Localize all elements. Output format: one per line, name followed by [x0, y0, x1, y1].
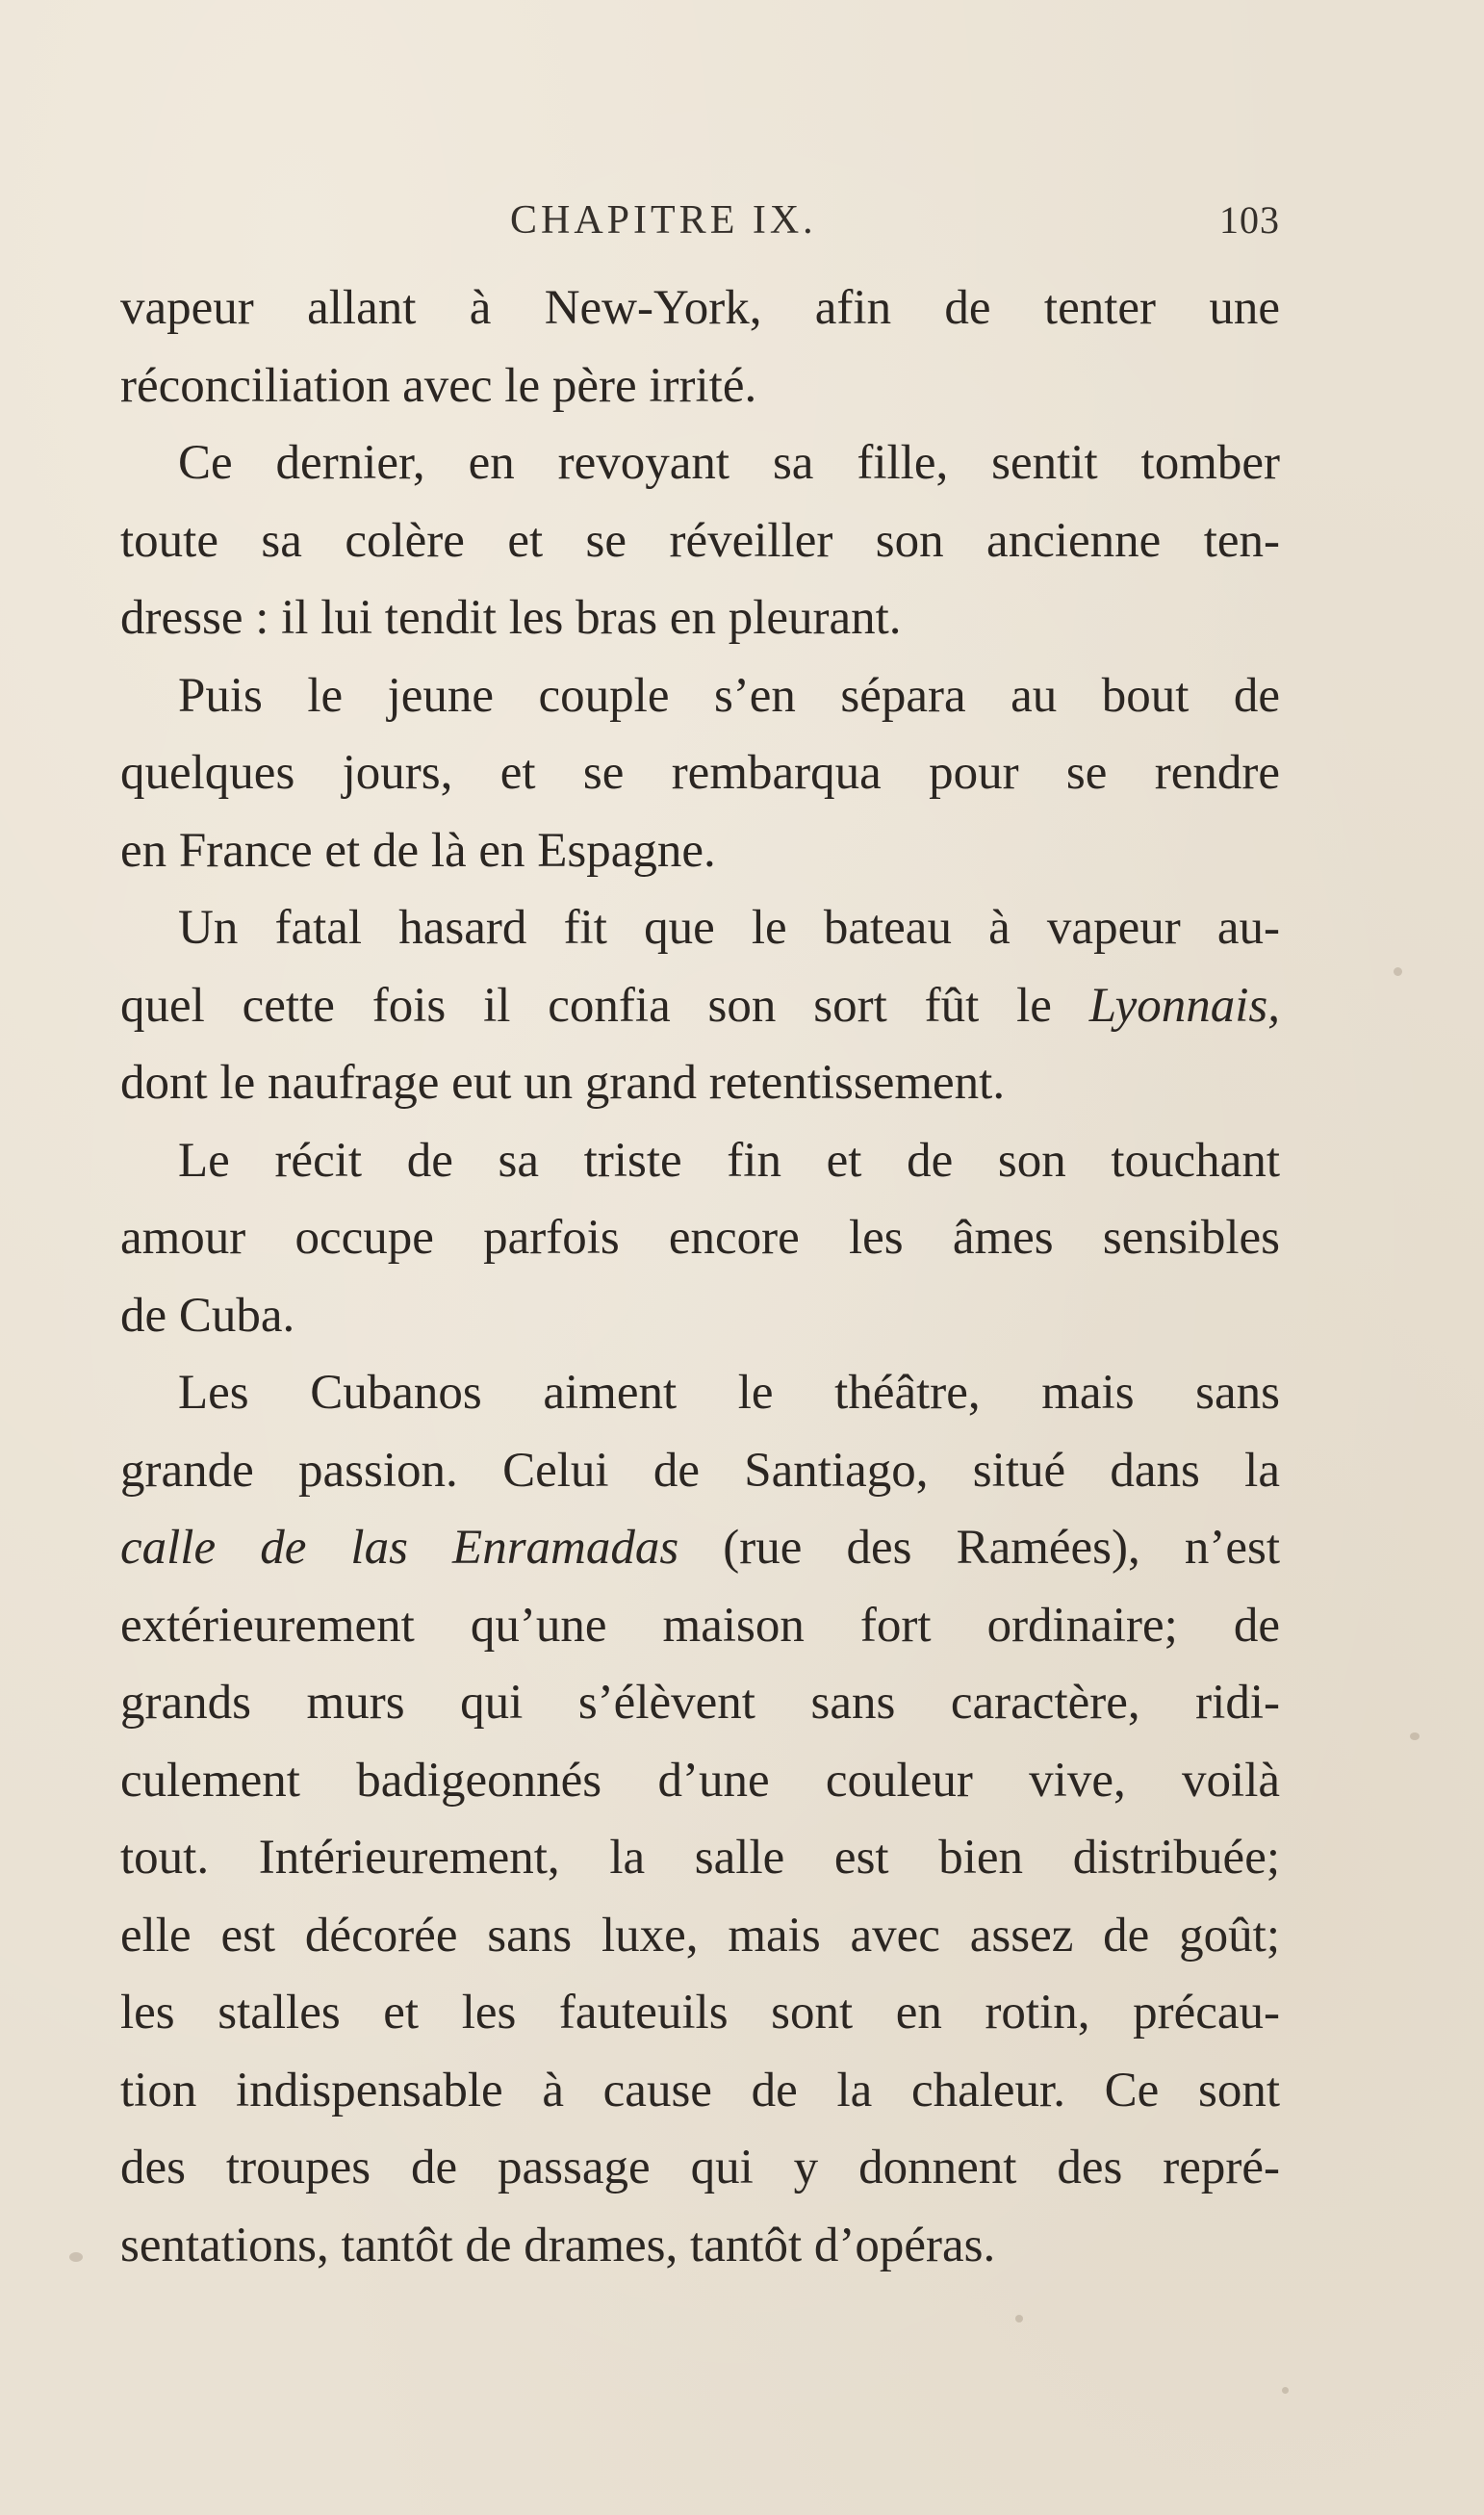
text-line: tout. Intérieurement, la salle est bien distribuée;	[120, 1831, 1280, 1885]
body-text	[120, 269, 1280, 2284]
paper-speck	[1410, 1732, 1420, 1740]
text-line: extérieurement qu’une maison fort ordinaire; de	[120, 1598, 1280, 1653]
paper-speck	[69, 2252, 83, 2262]
text-line: Ce dernier, en revoyant sa fille, sentit tomber	[178, 436, 1280, 490]
text-line: Puis le jeune couple s’en sépara au bout de	[178, 668, 1280, 723]
page-number: 103	[1219, 198, 1280, 242]
text-line: dont le naufrage eut un grand retentissement.	[120, 1056, 1006, 1110]
text-line: les stalles et les fauteuils sont en rotin, précau-	[120, 1986, 1280, 2040]
text-line: toute sa colère et se réveiller son ancienne ten-	[120, 513, 1280, 568]
text-line: grands murs qui s’élèvent sans caractère, ridi-	[120, 1676, 1280, 1730]
text-line: sentations, tantôt de drames, tantôt d’opéras.	[120, 2218, 996, 2272]
paper-speck	[1282, 2387, 1289, 2394]
paper-speck	[1394, 967, 1402, 976]
text-line: vapeur allant à New-York, afin de tenter une	[120, 281, 1280, 335]
line-text: quel cette fois il confia son sort fût le	[120, 978, 1089, 1033]
text-line	[120, 967, 1280, 1045]
text-line: culement badigeonnés d’une couleur vive, voilà	[120, 1753, 1280, 1808]
text-line: quelques jours, et se rembarqua pour se rendre	[120, 746, 1280, 800]
running-head	[120, 197, 1280, 255]
text-line: réconciliation avec le père irrité.	[120, 358, 757, 413]
text-line: en France et de là en Espagne.	[120, 823, 716, 878]
text-line: Le récit de sa triste fin et de son touchant	[178, 1133, 1280, 1188]
text-line: grande passion. Celui de Santiago, situé dans la	[120, 1443, 1280, 1498]
text-line: des troupes de passage qui y donnent des repré-	[120, 2141, 1280, 2194]
running-title: CHAPITRE IX.	[510, 198, 817, 243]
text-line: elle est décorée sans luxe, mais avec assez de goût;	[120, 1908, 1280, 1963]
text-line: amour occupe parfois encore les âmes sensibles	[120, 1211, 1280, 1265]
paper-speck	[1015, 2315, 1023, 2323]
text-line: tion indispensable à cause de la chaleur. Ce sont	[120, 2063, 1280, 2117]
italic-text: calle de las Enramadas	[120, 1521, 679, 1575]
text-line: de Cuba.	[120, 1288, 295, 1343]
text-line: dresse : il lui tendit les bras en pleurant.	[120, 591, 902, 645]
text-line: Les Cubanos aiment le théâtre, mais sans	[178, 1366, 1280, 1420]
text-line	[120, 1509, 1280, 1587]
italic-text: Lyonnais,	[1088, 978, 1280, 1033]
text-line: Un fatal hasard fit que le bateau à vapeur au-	[178, 901, 1280, 955]
line-text: (rue des Ramées), n’est	[678, 1521, 1280, 1575]
